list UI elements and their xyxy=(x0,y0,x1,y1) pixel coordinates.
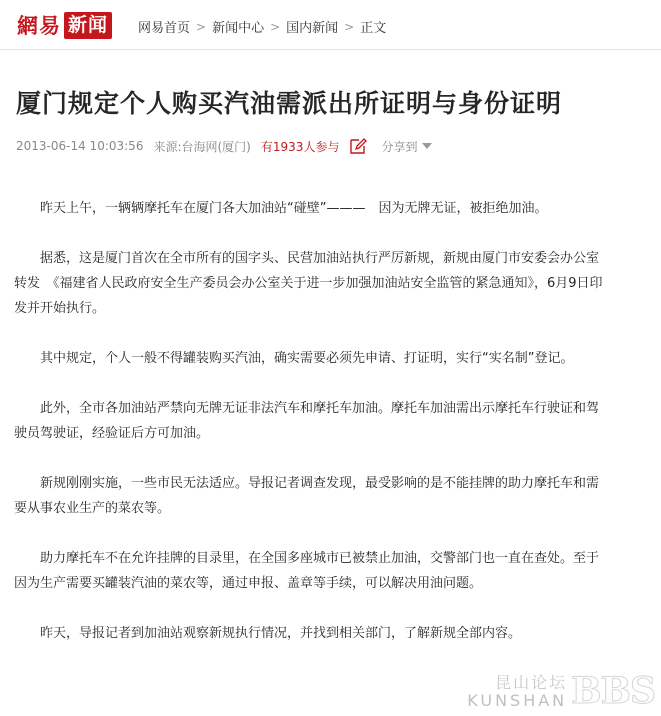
article-paragraph: 此外，全市各加油站严禁向无牌无证非法汽车和摩托车加油。摩托车加油需出示摩托车行驶证和驾驶员驾驶证，经验证后方可加油。 xyxy=(14,401,600,441)
article-title: 厦门规定个人购买汽油需派出所证明与身份证明 xyxy=(16,89,563,118)
logo-brand: 網易 xyxy=(17,13,61,38)
source-label: 来源: xyxy=(153,139,182,154)
breadcrumb-home[interactable]: 网易首页 xyxy=(138,21,191,36)
participants-link[interactable] xyxy=(261,138,340,155)
share-dropdown[interactable] xyxy=(381,138,432,155)
source-link[interactable]: 台海网(厦门) xyxy=(181,139,251,154)
watermark-en: KUNSHAN xyxy=(467,691,568,710)
top-bar xyxy=(0,0,661,50)
caret-down-icon xyxy=(422,143,432,149)
article-paragraph: 助力摩托车不在允许挂牌的目录里，在全国多座城市已被禁止加油，交警部门也一直在查处。至于因为生产需要买罐装汽油的菜农等，通过申报、盖章等手续，可以解决用油问题。 xyxy=(14,551,600,591)
share-label: 分享到 xyxy=(381,139,418,154)
article-body xyxy=(14,196,604,671)
breadcrumb-news-center[interactable]: 新闻中心 xyxy=(212,21,265,36)
edit-icon[interactable] xyxy=(349,137,367,155)
logo-section: 新闻 xyxy=(64,12,112,39)
article-paragraph: 昨天上午，一辆辆摩托车在厦门各大加油站“碰壁”——— 因为无牌无证，被拒绝加油。 xyxy=(40,201,548,216)
article-meta xyxy=(16,137,432,155)
breadcrumb xyxy=(138,17,386,36)
netease-news-logo[interactable] xyxy=(17,12,112,39)
breadcrumb-separator-icon: > xyxy=(270,19,281,34)
publish-time: 2013-06-14 10:03:56 xyxy=(16,139,144,153)
article-paragraph: 其中规定，个人一般不得罐装购买汽油，确实需要必须先申请、打证明，实行“实名制”登记。 xyxy=(40,351,574,366)
article-paragraph: 据悉，这是厦门首次在全市所有的国字头、民营加油站执行严厉新规，新规由厦门市安委会办公室转发 《福建省人民政府安全生产委员会办公室关于进一步加强加油站安全监管的紧急通知》，6月9日印发并开始执行。 xyxy=(14,251,603,316)
article-paragraph: 新规刚刚实施，一些市民无法适应。导报记者调查发现，最受影响的是不能挂牌的助力摩托车和需要从事农业生产的菜农等。 xyxy=(14,476,600,516)
watermark-bbs: BBS xyxy=(571,670,655,712)
breadcrumb-domestic-news[interactable]: 国内新闻 xyxy=(286,21,339,36)
participants-count: 1933 xyxy=(272,139,304,154)
breadcrumb-separator-icon: > xyxy=(344,19,355,34)
watermark-text xyxy=(467,674,567,710)
breadcrumb-separator-icon: > xyxy=(196,19,207,34)
watermark-cn: 昆山论坛 xyxy=(495,673,568,692)
breadcrumb-current: 正文 xyxy=(360,21,387,36)
kunshan-bbs-watermark xyxy=(467,672,655,710)
participants-prefix: 有 xyxy=(260,139,273,154)
participants-suffix: 人参与 xyxy=(303,139,340,154)
article-paragraph: 昨天，导报记者到加油站观察新规执行情况，并找到相关部门，了解新规全部内容。 xyxy=(40,626,522,641)
